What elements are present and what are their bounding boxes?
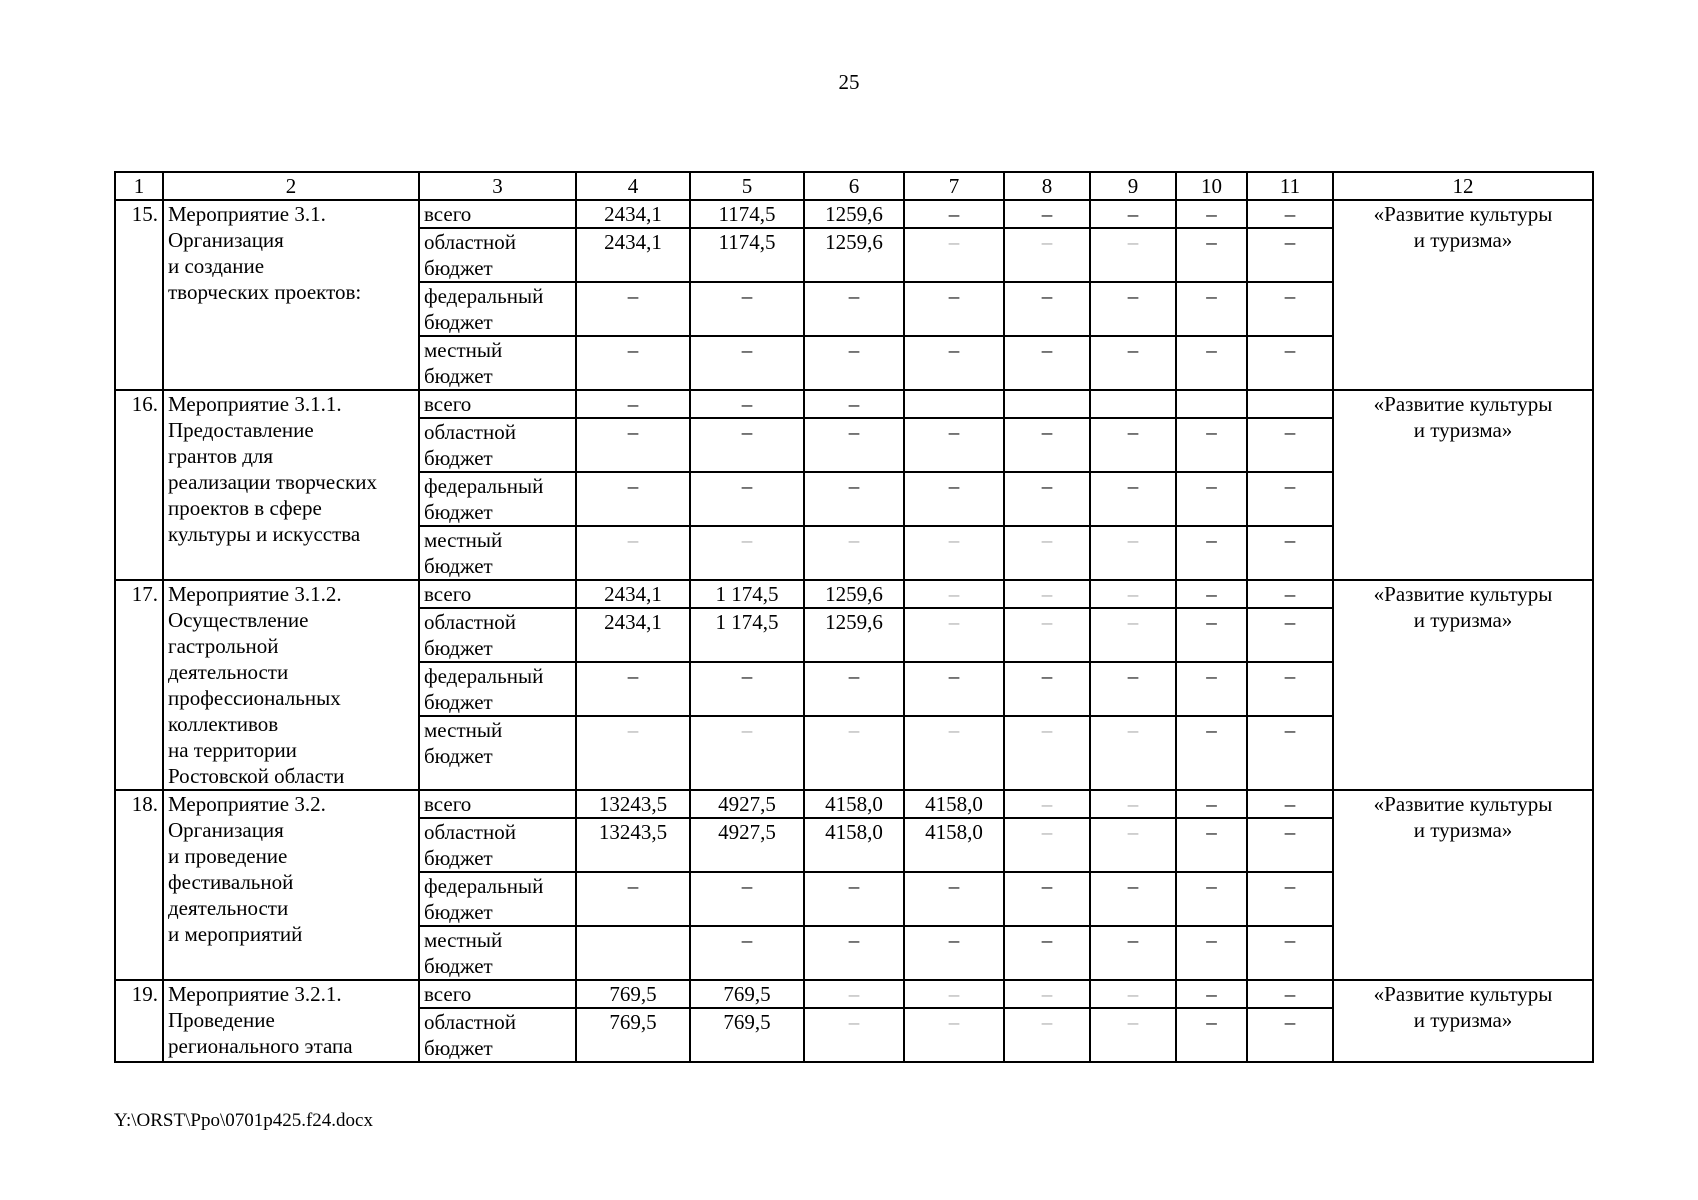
value-cell: –	[1004, 526, 1090, 580]
funding-source	[419, 282, 576, 336]
value-cell: –	[1004, 872, 1090, 926]
value-cell: –	[904, 526, 1004, 580]
value-cell: –	[1176, 980, 1247, 1008]
value-cell: 2434,1	[576, 580, 690, 608]
value-cell: –	[576, 390, 690, 418]
table-row	[115, 200, 1593, 228]
value-cell: 769,5	[576, 1008, 690, 1062]
executor	[1333, 200, 1593, 390]
value-cell: –	[904, 282, 1004, 336]
funding-source-line: всего	[424, 582, 472, 606]
activity-name-line: Мероприятие 3.2.	[168, 792, 326, 816]
activity-name-line: Проведение	[168, 1008, 275, 1032]
executor	[1333, 980, 1593, 1062]
value-cell: –	[1004, 472, 1090, 526]
funding-source	[419, 818, 576, 872]
funding-source-line: местный	[424, 338, 503, 362]
value-cell: –	[1176, 200, 1247, 228]
funding-source	[419, 526, 576, 580]
funding-source	[419, 336, 576, 390]
activity-name-line: деятельности	[168, 896, 289, 920]
value-cell: –	[1247, 662, 1333, 716]
value-cell	[576, 926, 690, 980]
value-cell: –	[1090, 472, 1176, 526]
value-cell: –	[690, 336, 804, 390]
funding-source-line: бюджет	[424, 554, 493, 578]
row-number: 19.	[115, 980, 163, 1062]
value-cell: –	[690, 472, 804, 526]
value-cell: 2434,1	[576, 200, 690, 228]
funding-source-line: федеральный	[424, 284, 544, 308]
funding-source-line: федеральный	[424, 664, 544, 688]
table-body	[115, 172, 1593, 1062]
value-cell: –	[804, 1008, 904, 1062]
funding-source-line: областной	[424, 230, 516, 254]
value-cell: –	[1176, 926, 1247, 980]
column-header: 1	[115, 172, 163, 200]
funding-source-line: всего	[424, 392, 472, 416]
funding-source-line: местный	[424, 718, 503, 742]
value-cell: –	[1176, 662, 1247, 716]
value-cell: –	[1247, 926, 1333, 980]
funding-source-line: бюджет	[424, 846, 493, 870]
value-cell: 4158,0	[904, 818, 1004, 872]
value-cell: –	[804, 282, 904, 336]
value-cell: –	[904, 228, 1004, 282]
funding-source-line: местный	[424, 928, 503, 952]
value-cell: –	[1004, 418, 1090, 472]
value-cell: –	[804, 390, 904, 418]
activity-name-line: Мероприятие 3.2.1.	[168, 982, 342, 1006]
value-cell: –	[576, 472, 690, 526]
activity-name-line: коллективов	[168, 712, 279, 736]
value-cell: –	[904, 1008, 1004, 1062]
value-cell: –	[690, 390, 804, 418]
funding-source-line: областной	[424, 1010, 516, 1034]
funding-source	[419, 1008, 576, 1062]
funding-source-line: местный	[424, 528, 503, 552]
funding-source-line: областной	[424, 820, 516, 844]
activity-name-line: Организация	[168, 818, 284, 842]
value-cell	[1090, 390, 1176, 418]
activity-name-line: регионального этапа	[168, 1034, 353, 1058]
value-cell	[1176, 390, 1247, 418]
value-cell: –	[1004, 580, 1090, 608]
value-cell: –	[1004, 228, 1090, 282]
value-cell: –	[904, 418, 1004, 472]
value-cell: –	[804, 716, 904, 790]
activity-name	[163, 580, 419, 790]
executor-line: и туризма»	[1413, 418, 1513, 442]
column-header: 3	[419, 172, 576, 200]
value-cell: –	[1090, 228, 1176, 282]
value-cell: –	[1176, 282, 1247, 336]
funding-source	[419, 200, 576, 228]
value-cell: –	[1090, 980, 1176, 1008]
column-header: 6	[804, 172, 904, 200]
value-cell: –	[1004, 608, 1090, 662]
activity-name-line: грантов для	[168, 444, 274, 468]
value-cell: –	[690, 872, 804, 926]
value-cell: –	[1247, 200, 1333, 228]
column-header: 5	[690, 172, 804, 200]
value-cell: –	[1004, 980, 1090, 1008]
row-number: 17.	[115, 580, 163, 790]
value-cell: –	[1004, 200, 1090, 228]
value-cell: –	[1247, 472, 1333, 526]
executor-line: «Развитие культуры	[1373, 202, 1553, 226]
funding-source	[419, 390, 576, 418]
value-cell: 4158,0	[804, 790, 904, 818]
value-cell: –	[1247, 1008, 1333, 1062]
column-header: 8	[1004, 172, 1090, 200]
activity-name-line: творческих проектов:	[168, 280, 362, 304]
executor-line: и туризма»	[1413, 608, 1513, 632]
activity-name-line: проектов в сфере	[168, 496, 322, 520]
value-cell: –	[576, 336, 690, 390]
value-cell: 13243,5	[576, 818, 690, 872]
funding-source-line: бюджет	[424, 500, 493, 524]
activity-name-line: Мероприятие 3.1.	[168, 202, 326, 226]
executor-line: и туризма»	[1413, 818, 1513, 842]
funding-source-line: бюджет	[424, 900, 493, 924]
value-cell: –	[1176, 872, 1247, 926]
value-cell: –	[904, 608, 1004, 662]
executor-line: «Развитие культуры	[1373, 792, 1553, 816]
value-cell: –	[1090, 418, 1176, 472]
value-cell: –	[904, 980, 1004, 1008]
activity-name	[163, 790, 419, 980]
activity-name-line: и создание	[168, 254, 265, 278]
funding-source-line: бюджет	[424, 690, 493, 714]
activity-name-line: деятельности	[168, 660, 289, 684]
value-cell: –	[1176, 418, 1247, 472]
value-cell: –	[1247, 980, 1333, 1008]
row-number: 16.	[115, 390, 163, 580]
activity-name	[163, 390, 419, 580]
funding-source	[419, 418, 576, 472]
value-cell: 1259,6	[804, 580, 904, 608]
funding-source-line: бюджет	[424, 446, 493, 470]
value-cell: 1 174,5	[690, 608, 804, 662]
column-header: 4	[576, 172, 690, 200]
value-cell: –	[576, 872, 690, 926]
value-cell: –	[690, 662, 804, 716]
funding-source-line: всего	[424, 202, 472, 226]
value-cell: –	[576, 282, 690, 336]
value-cell: –	[804, 926, 904, 980]
funding-source-line: бюджет	[424, 744, 493, 768]
funding-source-line: федеральный	[424, 474, 544, 498]
value-cell: –	[576, 716, 690, 790]
activity-name-line: Мероприятие 3.1.1.	[168, 392, 342, 416]
value-cell: –	[904, 472, 1004, 526]
column-header: 9	[1090, 172, 1176, 200]
value-cell: –	[1247, 790, 1333, 818]
value-cell: –	[1004, 716, 1090, 790]
value-cell: 4158,0	[804, 818, 904, 872]
value-cell	[1247, 390, 1333, 418]
value-cell: 769,5	[576, 980, 690, 1008]
funding-source-line: бюджет	[424, 310, 493, 334]
value-cell: –	[690, 716, 804, 790]
value-cell: –	[1176, 1008, 1247, 1062]
file-path: Y:\ORST\Ppo\0701p425.f24.docx	[114, 1110, 373, 1131]
value-cell: –	[1176, 580, 1247, 608]
value-cell: –	[1247, 336, 1333, 390]
table-row	[115, 980, 1593, 1008]
executor	[1333, 390, 1593, 580]
value-cell: 1259,6	[804, 608, 904, 662]
value-cell: –	[1090, 336, 1176, 390]
value-cell: –	[1247, 580, 1333, 608]
funding-source-line: областной	[424, 610, 516, 634]
funding-source	[419, 980, 576, 1008]
value-cell: –	[1247, 872, 1333, 926]
activity-name-line: гастрольной	[168, 634, 279, 658]
value-cell: –	[1004, 336, 1090, 390]
funding-source	[419, 662, 576, 716]
activity-name	[163, 200, 419, 390]
activity-name-line: Организация	[168, 228, 284, 252]
table-row	[115, 390, 1593, 418]
value-cell: –	[1247, 818, 1333, 872]
funding-source	[419, 790, 576, 818]
value-cell: 4158,0	[904, 790, 1004, 818]
value-cell: 2434,1	[576, 228, 690, 282]
value-cell: –	[576, 526, 690, 580]
value-cell: –	[1176, 336, 1247, 390]
funding-source-line: бюджет	[424, 364, 493, 388]
column-header: 12	[1333, 172, 1593, 200]
value-cell: –	[1090, 818, 1176, 872]
value-cell: –	[1247, 282, 1333, 336]
column-header: 7	[904, 172, 1004, 200]
value-cell: –	[1090, 872, 1176, 926]
funding-source	[419, 872, 576, 926]
activity-name-line: реализации творческих	[168, 470, 377, 494]
value-cell: –	[576, 662, 690, 716]
activity-name-line: на территории	[168, 738, 297, 762]
executor-line: «Развитие культуры	[1373, 982, 1553, 1006]
value-cell: –	[1090, 926, 1176, 980]
value-cell: 1 174,5	[690, 580, 804, 608]
value-cell	[904, 390, 1004, 418]
value-cell: –	[1247, 526, 1333, 580]
value-cell: –	[904, 580, 1004, 608]
value-cell: –	[904, 200, 1004, 228]
value-cell: –	[1090, 282, 1176, 336]
value-cell: –	[690, 926, 804, 980]
funding-source	[419, 472, 576, 526]
value-cell: –	[1004, 926, 1090, 980]
value-cell: –	[1004, 790, 1090, 818]
budget-table	[114, 171, 1594, 1063]
funding-source	[419, 580, 576, 608]
value-cell: 4927,5	[690, 790, 804, 818]
activity-name	[163, 980, 419, 1062]
value-cell: –	[804, 472, 904, 526]
value-cell: –	[804, 872, 904, 926]
row-number: 18.	[115, 790, 163, 980]
value-cell: –	[1004, 1008, 1090, 1062]
funding-source-line: федеральный	[424, 874, 544, 898]
funding-source-line: бюджет	[424, 954, 493, 978]
value-cell: –	[690, 418, 804, 472]
activity-name-line: и проведение	[168, 844, 288, 868]
value-cell: –	[804, 980, 904, 1008]
executor	[1333, 790, 1593, 980]
value-cell: –	[1004, 282, 1090, 336]
activity-name-line: профессиональных	[168, 686, 341, 710]
value-cell: –	[1090, 716, 1176, 790]
activity-name-line: Мероприятие 3.1.2.	[168, 582, 342, 606]
value-cell: –	[690, 526, 804, 580]
funding-source-line: всего	[424, 982, 472, 1006]
activity-name-line: фестивальной	[168, 870, 294, 894]
value-cell: –	[904, 872, 1004, 926]
value-cell: –	[1176, 526, 1247, 580]
value-cell: –	[1004, 818, 1090, 872]
value-cell: 1259,6	[804, 228, 904, 282]
executor-line: и туризма»	[1413, 1008, 1513, 1032]
column-header: 2	[163, 172, 419, 200]
value-cell: 1174,5	[690, 200, 804, 228]
value-cell: –	[1090, 1008, 1176, 1062]
value-cell: –	[1090, 526, 1176, 580]
value-cell: 2434,1	[576, 608, 690, 662]
value-cell: –	[1247, 418, 1333, 472]
value-cell: –	[904, 336, 1004, 390]
table-row	[115, 580, 1593, 608]
funding-source	[419, 716, 576, 790]
value-cell: –	[1176, 608, 1247, 662]
value-cell: –	[804, 662, 904, 716]
value-cell: –	[1176, 818, 1247, 872]
executor-line: и туризма»	[1413, 228, 1513, 252]
value-cell: –	[904, 926, 1004, 980]
value-cell: –	[904, 662, 1004, 716]
funding-source-line: бюджет	[424, 1036, 493, 1060]
activity-name-line: Ростовской области	[168, 764, 345, 788]
value-cell: 4927,5	[690, 818, 804, 872]
executor-line: «Развитие культуры	[1373, 392, 1553, 416]
activity-name-line: и мероприятий	[168, 922, 303, 946]
value-cell: –	[576, 418, 690, 472]
funding-source-line: бюджет	[424, 256, 493, 280]
executor	[1333, 580, 1593, 790]
funding-source-line: бюджет	[424, 636, 493, 660]
column-header-row	[115, 172, 1593, 200]
value-cell: –	[1247, 716, 1333, 790]
executor-line: «Развитие культуры	[1373, 582, 1553, 606]
value-cell: –	[1090, 580, 1176, 608]
value-cell: –	[1247, 228, 1333, 282]
value-cell: –	[804, 526, 904, 580]
activity-name-line: культуры и искусства	[168, 522, 361, 546]
page-number: 25	[838, 70, 860, 94]
value-cell: –	[1176, 716, 1247, 790]
value-cell: –	[1090, 790, 1176, 818]
value-cell: –	[690, 282, 804, 336]
funding-source	[419, 926, 576, 980]
funding-source	[419, 608, 576, 662]
activity-name-line: Осуществление	[168, 608, 309, 632]
funding-source-line: всего	[424, 792, 472, 816]
funding-source	[419, 228, 576, 282]
value-cell: –	[1090, 608, 1176, 662]
value-cell: –	[904, 716, 1004, 790]
value-cell: 1174,5	[690, 228, 804, 282]
value-cell: –	[1004, 662, 1090, 716]
value-cell: –	[1176, 228, 1247, 282]
value-cell: 769,5	[690, 1008, 804, 1062]
column-header: 11	[1247, 172, 1333, 200]
value-cell: 769,5	[690, 980, 804, 1008]
table-row	[115, 790, 1593, 818]
funding-source-line: областной	[424, 420, 516, 444]
column-header: 10	[1176, 172, 1247, 200]
value-cell: –	[804, 336, 904, 390]
value-cell: –	[804, 418, 904, 472]
value-cell: 1259,6	[804, 200, 904, 228]
row-number: 15.	[115, 200, 163, 390]
value-cell: –	[1176, 472, 1247, 526]
value-cell: –	[1176, 790, 1247, 818]
value-cell: –	[1247, 608, 1333, 662]
activity-name-line: Предоставление	[168, 418, 314, 442]
value-cell: –	[1090, 200, 1176, 228]
value-cell	[1004, 390, 1090, 418]
value-cell: 13243,5	[576, 790, 690, 818]
value-cell: –	[1090, 662, 1176, 716]
